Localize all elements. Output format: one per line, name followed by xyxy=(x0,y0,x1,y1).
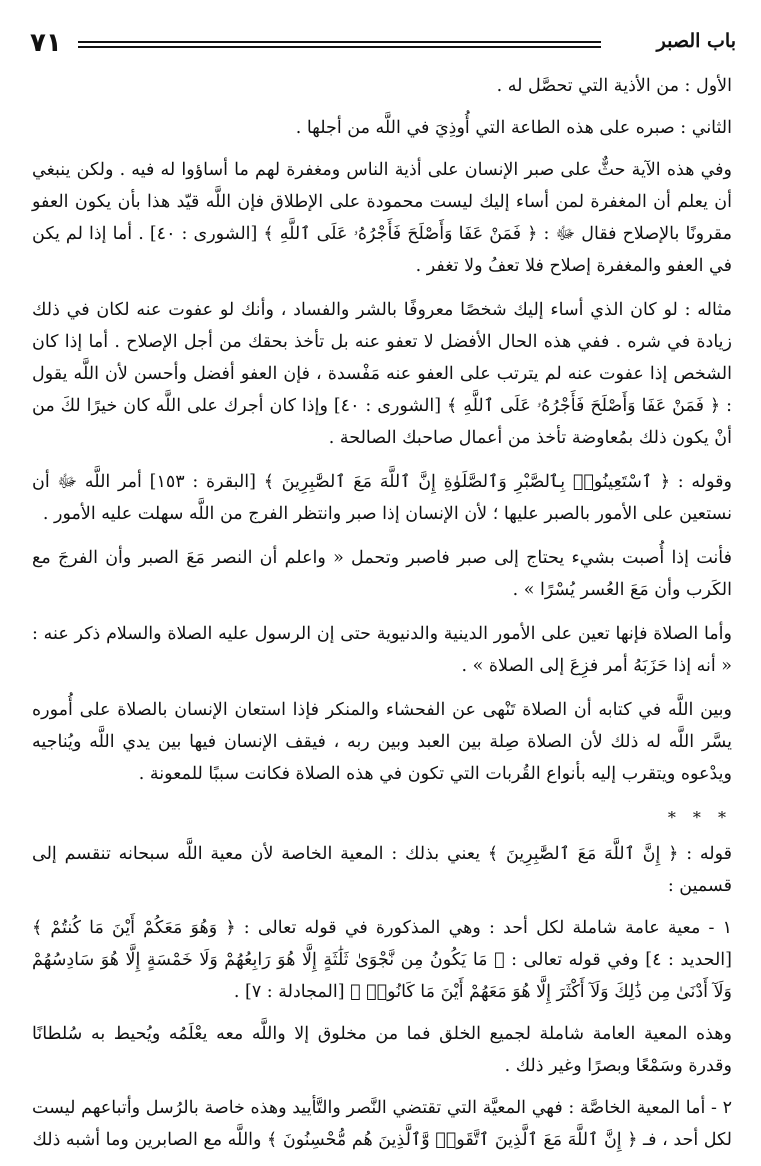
paragraph-7: وأما الصلاة فإنها تعين على الأمور الدينية والدنيوية حتى إن الرسول عليه الصلاة والسلام ذكر عنه : « أنه إذا حَزَبَهُ أمر فزِعَ إلى الصلاة » . xyxy=(32,624,732,676)
paragraph-1: الأول : من الأذية التي تحصَّل له . xyxy=(496,76,732,96)
paragraph-6: فأنت إذا أُصبت بشيء يحتاج إلى صبر فاصبر وتحمل « واعلم أن النصر مَعَ الصبر وأن الفرجَ مع الكَرب وأن مَعَ العُسر يُسْرًا » . xyxy=(32,548,732,600)
paragraph-4: مثاله : لو كان الذي أساء إليك شخصًا معروفًا بالشر والفساد ، وأنك لو عفوت عنه لكان في ذلك زيادة في شره . ففي هذه الحال الأفضل لا تعفو عنه بل تأخذ بحقك من أجل الإصلاح . أما إذا كان الشخص إذا عفوت عنه لم يترتب على العفو عنه مَفْسدة ، فإن العفو أفضل وأحسن لأن اللَّه يقول : ﴿ فَمَنْ عَفَا وَأَصْلَحَ فَأَجْرُهُۥ عَلَى ٱللَّهِ ﴾ [الشورى : ٤٠] وإذا كان أجرك على اللَّه كان خيرًا لكَ من أنْ يكون ذلك بمُعاوضة تأخذ من أعمال صاحبك الصالحة . xyxy=(32,300,732,448)
header-double-rule xyxy=(78,41,601,48)
paragraph-3: وفي هذه الآية حثٌّ على صبر الإنسان على أذية الناس ومغفرة لهم ما أساؤوا له فيه . ولكن ينبغي أن يعلم أن المغفرة لمن أساء إليك ليست محمودة على الإطلاق فإن اللَّه قيّد هذا بأن يكون العفو مقرونًا بالإصلاح فقال ﷻ : ﴿ فَمَنْ عَفَا وَأَصْلَحَ فَأَجْرُهُۥ عَلَى ٱللَّهِ ﴾ [الشورى : ٤٠] . أما إذا لم يكن في العفو والمغفرة إصلاح فلا تعفُ ولا تغفر . xyxy=(32,160,732,276)
page-number: ٧١ xyxy=(30,28,62,58)
page-header xyxy=(30,30,736,60)
paragraph-11: وهذه المعية العامة شاملة لجميع الخلق فما من مخلوق إلا واللَّه معه يعْلَمُه ويُحيط به سُلطانًا وقدرة وسَمْعًا وبصرًا وغير ذلك . xyxy=(32,1024,732,1076)
paragraph-9: قوله : ﴿ إِنَّ ٱللَّهَ مَعَ ٱلصَّٰبِرِينَ ﴾ يعني بذلك : المعية الخاصة لأن معية اللَّه سبحانه تنقسم إلى قسمين : xyxy=(32,844,732,896)
paragraph-10: ١ - معية عامة شاملة لكل أحد : وهي المذكورة في قوله تعالى : ﴿ وَهُوَ مَعَكُمْ أَيْنَ مَا كُنتُمْ ﴾ [الحديد : ٤] وفي قوله تعالى : ﴿ مَا يَكُونُ مِن نَّجْوَىٰ ثَلَٰثَةٍ إِلَّا هُوَ رَابِعُهُمْ وَلَا خَمْسَةٍ إِلَّا هُوَ سَادِسُهُمْ وَلَآ أَدْنَىٰ مِن ذَٰلِكَ وَلَآ أَكْثَرَ إِلَّا هُوَ مَعَهُمْ أَيْنَ مَا كَانُوا۟ ﴾ [المجادلة : ٧] . xyxy=(32,918,732,1002)
section-separator: * * * xyxy=(667,808,732,827)
paragraph-5: وقوله : ﴿ ٱسْتَعِينُوا۟ بِٱلصَّبْرِ وَٱلصَّلَوٰةِ إِنَّ ٱللَّهَ مَعَ ٱلصَّٰبِرِينَ ﴾ [البقرة : ١٥٣] أمر اللَّه ﷻ أن نستعين على الأمور بالصبر عليها ؛ لأن الإنسان إذا صبر وانتظر الفرج من اللَّه سهلت عليه الأمور . xyxy=(32,472,732,524)
chapter-title: باب الصبر xyxy=(656,30,736,52)
page-body xyxy=(32,70,732,1166)
paragraph-2: الثاني : صبره على هذه الطاعة التي أُوذِيَ في اللَّه من أجلها . xyxy=(295,118,732,138)
paragraph-8: وبين اللَّه في كتابه أن الصلاة تَنْهى عن الفحشاء والمنكر فإذا استعان الإنسان بالصلاة على أُموره يسَّر اللَّه له ذلك لأن الصلاة صِلة بين العبد وبين ربه ، فيقف الإنسان فيها بين يدي اللَّه ويُناجيه ويدْعوه ويتقرب إليه بأنواع القُربات التي تكون في هذه الصلاة فكانت سببًا للمعونة . xyxy=(32,700,732,784)
paragraph-12: ٢ - أما المعية الخاصَّة : فهي المعيَّة التي تقتضي النَّصر والتَّأييد وهذه خاصة بالرُسل وأتباعهم ليست لكل أحد ، فـ ﴿ إِنَّ ٱللَّهَ مَعَ ٱلَّذِينَ ٱتَّقَوا۟ وَّٱلَّذِينَ هُم مُّحْسِنُونَ ﴾ واللَّه مع الصابرين وما أشبه ذلك xyxy=(32,1098,732,1150)
